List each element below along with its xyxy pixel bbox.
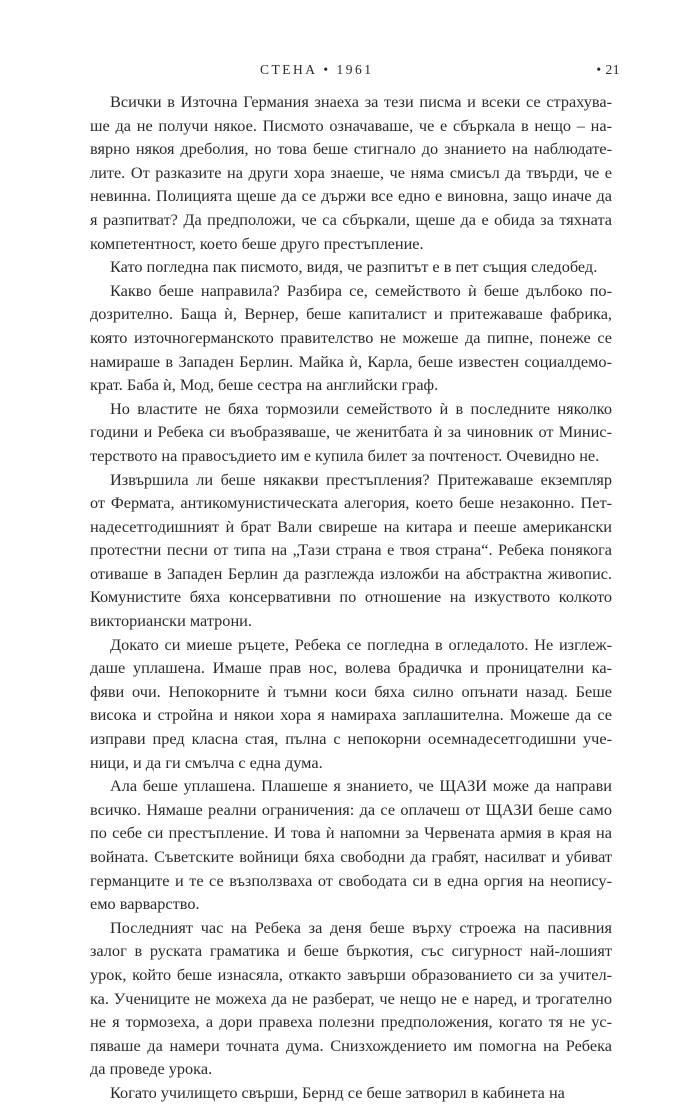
text-line: надесетгодишният ѝ брат Вали свиреше на китара и пееше американски <box>90 516 612 536</box>
text-line: изправи пред класна стая, пълна с непокорни осемнадесетгодишни уче- <box>90 729 612 749</box>
text-line: по себе си престъпление. И това ѝ напомни за Червената армия в края на <box>90 823 612 843</box>
paragraph <box>90 774 612 916</box>
paragraph <box>90 1081 612 1105</box>
text-line: терството на правосъдието им е купила билет за почтеност. Очевидно не. <box>90 445 600 465</box>
paragraph <box>90 468 612 633</box>
text-line: Комунистите бяха консервативни по отношение на изкуството колкото <box>90 587 612 607</box>
paragraph <box>90 90 612 255</box>
text-line: Но властите не бяха тормозили семейството ѝ в последните няколко <box>110 398 612 418</box>
text-line: лите. От разказите на други хора знаеше, че няма смисъл да твърди, че е <box>90 162 612 182</box>
text-line: протестни песни от типа на „Тази страна е твоя страна“. Ребека понякога <box>90 540 612 560</box>
text-line: Какво беше направила? Разбира се, семейството ѝ беше дълбоко по- <box>110 280 612 300</box>
text-line: да проведе урока. <box>90 1059 213 1079</box>
text-line: Ала беше уплашена. Плашеше я знанието, че ЩАЗИ може да направи <box>110 776 612 796</box>
running-head <box>260 62 620 78</box>
text-line: намираше в Западен Берлин. Майка ѝ, Карла, беше известен социалдемо- <box>90 351 612 371</box>
text-line: крат. Баба ѝ, Мод, беше сестра на английски граф. <box>90 375 439 395</box>
text-line: от Фермата, антикомунистическата алегория, което беше незаконно. Пет- <box>90 493 612 513</box>
text-line: висока и стройна и някои хора я намираха заплашителна. Можеше да се <box>90 705 612 725</box>
paragraph <box>90 397 612 468</box>
text-line: ници, и да ги смълча с една дума. <box>90 752 323 772</box>
text-line: Всички в Източна Германия знаеха за тези писма и всеки се страхува- <box>110 92 612 111</box>
text-line: викториански матрони. <box>90 611 252 631</box>
text-line: Последният час на Ребека за деня беше върху строежа на пасивния <box>110 917 612 937</box>
text-line: емо варварство. <box>90 894 200 914</box>
text-line: залог в руската граматика и беше бъркотия, със сигурност най-лошият <box>90 941 612 961</box>
text-line: която източногерманското правителство не можеше да пипне, понеже се <box>90 327 612 347</box>
text-line: пяваше да намери точната дума. Снизхождението им помогна на Ребека <box>90 1035 612 1055</box>
text-line: фяви очи. Непокорните ѝ тъмни коси бяха силно опънати назад. Беше <box>90 681 612 701</box>
text-line: дозрително. Баща ѝ, Вернер, беше капиталист и притежаваше фабрика, <box>90 304 612 324</box>
page-number: • 21 <box>596 62 620 77</box>
text-line: отиваше в Западен Берлин да разглежда изложби на абстрактна живопис. <box>90 563 612 583</box>
text-line: компетентност, което беше друго престъпление. <box>90 233 424 253</box>
text-line: войната. Съветските войници бяха свободни да грабят, насилват и убиват <box>90 847 612 866</box>
text-line: всичко. Нямаше реални ограничения: да се оплачеш от ЩАЗИ беше само <box>90 799 612 819</box>
body-text <box>90 90 612 1105</box>
text-line: години и Ребека си въобразяваше, че женитбата ѝ за чиновник от Минис- <box>90 422 612 442</box>
paragraph <box>90 633 612 775</box>
text-line: Докато си миеше ръцете, Ребека се погледна в огледалото. Не изглеж- <box>110 634 612 654</box>
text-line: ка. Учениците не можеха да не разберат, че нещо не е наред, и трогателно <box>90 988 612 1008</box>
text-line: я разпитват? Да предположи, че са сбъркали, щеше да е обида за тяхната <box>90 209 612 229</box>
running-head-title: СТЕНА • 1961 <box>260 62 374 77</box>
text-line: ше да не получи някое. Писмото означаваше, че е сбъркала в нещо – на- <box>90 115 612 135</box>
text-line: Когато училището свърши, Бернд се беше затворил в кабинета на <box>110 1082 565 1102</box>
text-line: Като погледна пак писмото, видя, че разпитът е в пет същия следобед. <box>110 257 598 277</box>
paragraph <box>90 255 612 279</box>
text-line: вярно някоя дреболия, но това беше стигнало до знанието на наблюдате- <box>90 139 612 159</box>
text-line: урок, който беше изнасяла, откакто завърши образованието си за учител- <box>90 964 612 984</box>
text-line: не я тормозеха, а дори правеха полезни предположения, когато тя не ус- <box>90 1012 612 1032</box>
text-line: даше уплашена. Имаше прав нос, волева брадичка и проницателни ка- <box>90 658 612 678</box>
text-line: германците и те се възползваха от свободата си в една оргия на неопису- <box>90 870 612 890</box>
text-line: Извършила ли беше някакви престъпления? Притежаваше екземпляр <box>110 469 612 489</box>
paragraph <box>90 279 612 397</box>
paragraph <box>90 916 612 1081</box>
text-line: невинна. Полицията щеше да се държи все едно е виновна, защо иначе да <box>90 186 612 206</box>
